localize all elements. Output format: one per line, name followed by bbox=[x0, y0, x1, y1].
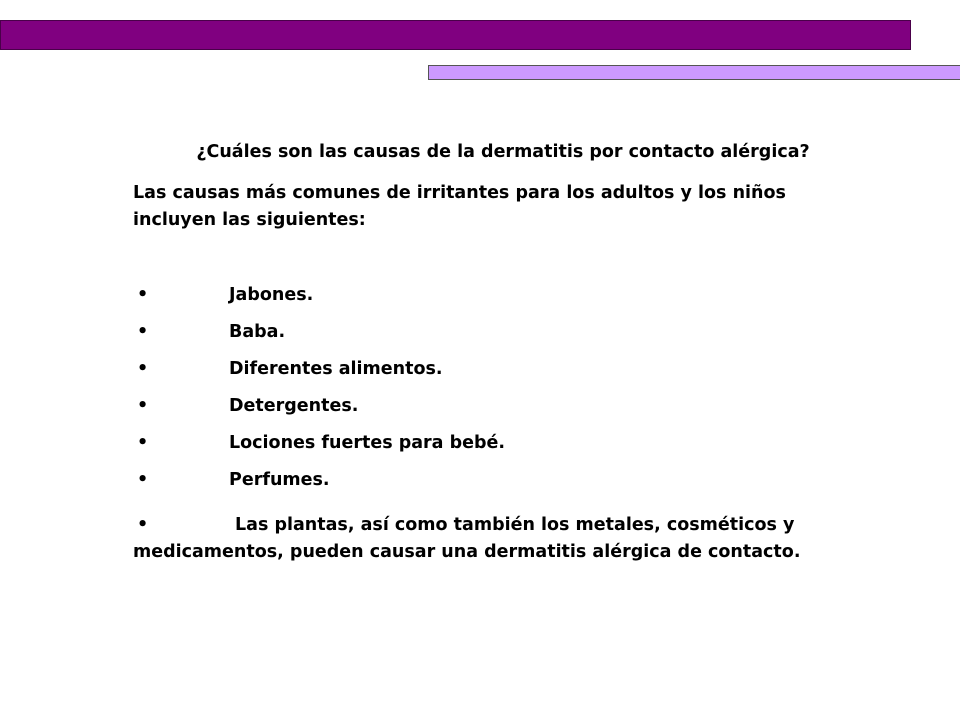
list-item bbox=[133, 319, 873, 356]
list-item bbox=[133, 393, 873, 430]
bullet-icon: • bbox=[137, 322, 149, 342]
causes-list bbox=[133, 282, 873, 504]
list-item bbox=[133, 356, 873, 393]
list-item bbox=[133, 282, 873, 319]
bullet-icon: • bbox=[137, 359, 149, 379]
list-item-text: Baba. bbox=[229, 322, 286, 342]
top-decorative-bar bbox=[0, 20, 911, 50]
list-item-text: Las plantas, así como también los metales, cosméticos y medicamentos, pueden causar una dermatitis alérgica de contacto. bbox=[133, 515, 801, 562]
bullet-icon: • bbox=[137, 515, 149, 535]
list-item-text: Jabones. bbox=[229, 285, 314, 305]
list-item-last bbox=[133, 512, 873, 566]
list-item-text: Perfumes. bbox=[229, 470, 330, 490]
bullet-icon: • bbox=[137, 285, 149, 305]
secondary-decorative-bar bbox=[428, 65, 960, 80]
list-item bbox=[133, 467, 873, 504]
list-item-text: Lociones fuertes para bebé. bbox=[229, 433, 506, 453]
slide-title: ¿Cuáles son las causas de la dermatitis por contacto alérgica? bbox=[196, 142, 810, 162]
bullet-icon: • bbox=[137, 433, 149, 453]
list-item bbox=[133, 430, 873, 467]
list-item-text: Diferentes alimentos. bbox=[229, 359, 443, 379]
intro-paragraph: Las causas más comunes de irritantes para los adultos y los niños incluyen las siguientes: bbox=[133, 183, 786, 230]
bullet-icon: • bbox=[137, 470, 149, 490]
list-item-text: Detergentes. bbox=[229, 396, 359, 416]
bullet-icon: • bbox=[137, 396, 149, 416]
